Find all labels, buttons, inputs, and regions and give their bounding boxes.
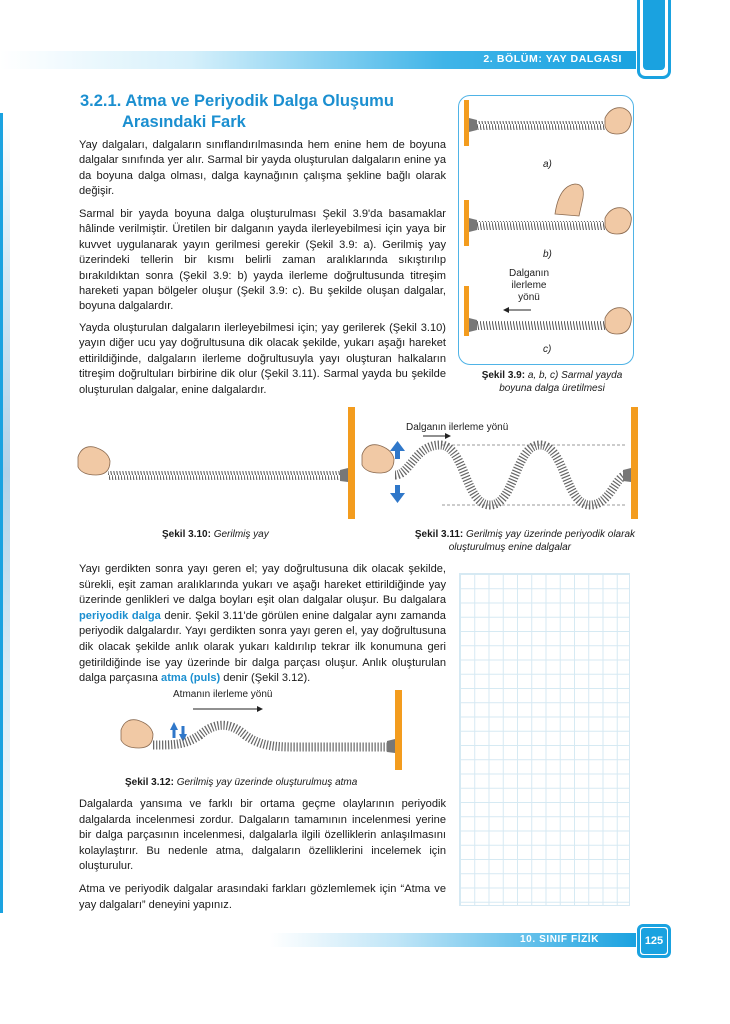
header-tab-fill — [643, 0, 665, 70]
chapter-title: 2. BÖLÜM: YAY DALGASI — [483, 53, 622, 65]
figure-3-11-direction-label: Dalganın ilerleme yönü — [406, 422, 509, 433]
figure-3-9-label-c: c) — [543, 344, 552, 355]
paragraph-1: Yay dalgaları, dalgaların sınıflandırılmasında hem enine hem de boyuna dalgalar sınıfında yer alır. Sarmal bir yayda oluşturulan dalgaların enine ya da boyuna dalga olması, dalga kaynağının çalışma şekline bağlı olarak değişir. — [79, 139, 446, 198]
page-number: 125 — [641, 928, 667, 954]
hand-3-10-icon — [78, 447, 110, 475]
figure-3-9-drawing — [459, 96, 635, 366]
section-title-line2: Arasındaki Fark — [122, 113, 246, 131]
direction-arrow-3-12-head — [257, 706, 263, 712]
spring-hook-b — [469, 218, 477, 232]
section-title — [80, 91, 394, 133]
figure-3-9-box — [458, 95, 634, 365]
caption-label: Şekil 3.10: — [162, 529, 211, 540]
spring-b — [477, 221, 607, 230]
term-pulse: atma (puls) — [161, 672, 221, 685]
notes-grid — [459, 573, 630, 906]
caption-line1: a, b, c) Sarmal yayda — [525, 370, 623, 381]
arrow-c-head — [503, 307, 509, 313]
down-arrow-icon — [390, 493, 405, 503]
wave-spring-3-11 — [395, 445, 626, 505]
footer-course: 10. SINIF FİZİK — [520, 934, 600, 945]
paragraph-4-part2: denir. Şekil 3.11'de görülen enine dalgalar aynı zamanda periyodik dalgalardır. Yayı gerdikten sonra yayı geren el, yay doğrultusuna dik olacak şekilde anlık olarak yukarı kaldırılıp tekrar ilk konumuna geri getirildiğinde ise yay üzerinde bir dalga parçası oluşur. Anlık oluşturulan dalga parçasına — [79, 609, 446, 685]
hand-3-12-icon — [121, 720, 153, 748]
caption-label: Şekil 3.9: — [481, 370, 526, 381]
paragraph-6: Atma ve periyodik dalgalar arasındaki farkları gözlemlemek için “Atma ve yay dalgaları” deneyini yapınız. — [79, 883, 446, 911]
caption-line2: oluşturulmuş enine dalgalar — [448, 542, 571, 553]
hand-3-11-icon — [362, 445, 394, 473]
figures-3-10-3-11-drawing — [70, 405, 650, 520]
caption-text: Gerilmiş yay üzerinde oluşturulmuş atma — [173, 777, 358, 788]
paragraph-4-part3: denir (Şekil 3.12). — [220, 672, 311, 685]
wall-c — [464, 286, 469, 336]
spring-hook-a — [469, 118, 477, 132]
direction-arrow-3-11-head — [445, 433, 451, 439]
hand-c-icon — [605, 308, 631, 334]
hook-3-11 — [623, 468, 631, 482]
pulse-down-arrow-shaft — [182, 726, 185, 734]
note-line1: Dalganın — [508, 268, 550, 279]
spring-3-10 — [108, 471, 340, 480]
spring-a — [477, 121, 607, 130]
pulse-up-arrow-shaft — [173, 730, 176, 738]
figure-3-12-direction-label: Atmanın ilerleme yönü — [173, 689, 273, 700]
figure-3-12-caption — [125, 776, 357, 789]
hand-a-icon — [605, 108, 631, 134]
caption-line1: Gerilmiş yay üzerinde periyodik olarak — [463, 529, 635, 540]
figure-3-10-caption — [162, 528, 269, 541]
spring-hook-c — [469, 318, 477, 332]
hook-3-10 — [340, 468, 348, 482]
hook-3-12 — [387, 739, 395, 753]
hand-b-icon — [605, 208, 631, 234]
wall-a — [464, 100, 469, 146]
caption-label: Şekil 3.12: — [125, 777, 174, 788]
pulse-spring — [153, 725, 387, 747]
paragraph-2: Sarmal bir yayda boyuna dalga oluşturulması Şekil 3.9'da basamaklar hâlinde verilmiştir. Üretilen bir dalganın yayda ilerleyebilmesi için yaya bir kuvvet uygulanarak yayın gerilmesi gerekir (Şekil 3.9: a). Gerilmiş yay üzerindeki tellerin bir kısmı belirli zaman aralıklarında sıkıştırılıp bırakıldıktan sonra (Şekil 3.9: b) yayda ilerleme doğrultusunda titreşim hareketi yapan bölgeler oluşur (Şekil 3.9: c). Bu şekilde oluşan dalgalar, boyuna dalgalardır. — [79, 208, 446, 313]
wall-3-12 — [395, 690, 402, 770]
figure-3-9-label-b: b) — [543, 249, 552, 260]
caption-text: Gerilmiş yay — [210, 529, 269, 540]
pulse-up-arrow-icon — [170, 722, 178, 730]
up-arrow-icon — [390, 441, 405, 451]
wall-3-11 — [631, 407, 638, 519]
paragraph-5: Dalgalarda yansıma ve farklı bir ortama geçme olaylarının periyodik dalgalarda incelenmesi zordur. Dalgaların tamamının incelenmesi yerine bir dalga parçasının incelenmesi, dalgalarla ilgili özelliklerin anlaşılmasını kolaylaştırır. Bu nedenle atma, dalgaların özelliklerini incelemek için oluşturulur. — [79, 798, 446, 873]
spring-c — [477, 321, 607, 330]
figure-3-9-label-a: a) — [543, 159, 552, 170]
figure-3-12-drawing — [115, 690, 415, 770]
wall-3-10 — [348, 407, 355, 519]
hand-b-squeeze-icon — [555, 184, 583, 216]
note-line2: ilerleme — [511, 280, 547, 291]
paragraph-3: Yayda oluşturulan dalgaların ilerleyebilmesi için; yay gerilerek (Şekil 3.10) yayın diğer ucu yay doğrultusuna dik olacak şekilde, yukarı aşağı hareket ettirildiğinde, dalgaların ilerleme doğrultusuyla yayı oluşturan halkaların titreşim doğrultuları birbirine dik olur (Şekil 3.11). Sarmal yayda bu şekilde oluşturulan dalgalar, enine dalgalardır. — [79, 322, 446, 396]
note-line3: yönü — [518, 292, 540, 303]
left-edge-line — [0, 113, 3, 913]
paragraph-4-part1: Yayı gerdikten sonra yayı geren el; yay doğrultusuna dik olacak şekilde, sürekli, eşit zaman aralıklarında yukarı ve aşağı hareket ettirildiğinde yay üzerinde genlikleri ve dalga boyları eşit olan dalgalar oluşur. Bu dalgalara — [79, 563, 446, 607]
paragraph-4 — [79, 562, 446, 687]
caption-line2: boyuna dalga üretilmesi — [499, 383, 605, 394]
caption-label: Şekil 3.11: — [414, 529, 464, 540]
figure-3-11-caption — [385, 528, 635, 554]
wall-b — [464, 200, 469, 246]
section-title-line1: 3.2.1. Atma ve Periyodik Dalga Oluşumu — [80, 92, 394, 110]
figure-3-9-caption — [472, 369, 632, 395]
figure-3-9-direction-note — [499, 268, 559, 304]
term-periodic-wave: periyodik dalga — [79, 609, 161, 622]
